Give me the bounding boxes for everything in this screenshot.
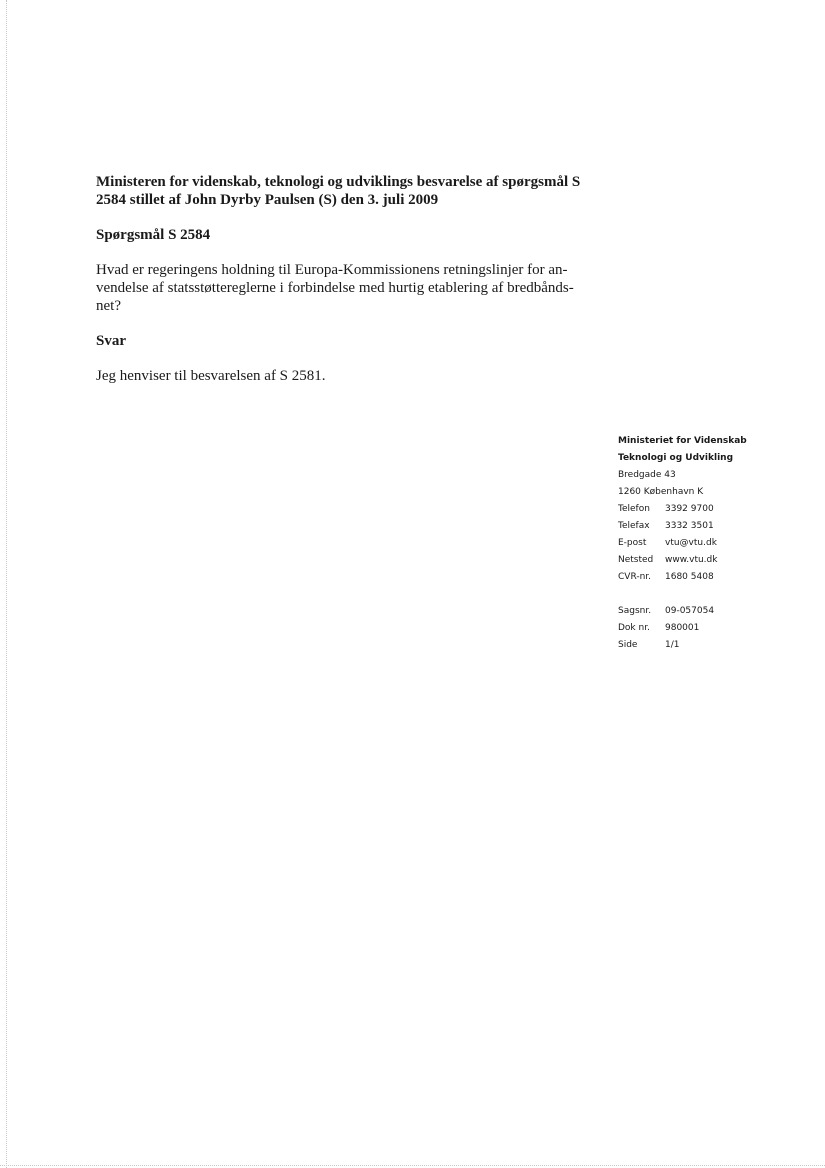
contact-label: E-post [618, 538, 647, 548]
case-value: 09-057054 [665, 606, 715, 616]
contact-row-telefon [618, 501, 808, 518]
contact-value: 1680 5408 [665, 572, 714, 582]
question-heading: Spørgsmål S 2584 [96, 227, 211, 243]
case-label: Side [618, 640, 638, 650]
document-title-line2: 2584 stillet af John Dyrby Paulsen (S) den 3. juli 2009 [96, 192, 439, 208]
document-title [96, 173, 591, 209]
question-text-line2: vendelse af statsstøttereglerne i forbindelse med hurtig etablering af bredbånds- [96, 280, 574, 296]
contact-label: Netsted [618, 555, 654, 565]
contact-row-netsted [618, 552, 808, 569]
case-row-doknr [618, 620, 808, 637]
case-value: 1/1 [665, 640, 680, 650]
sender-spacer [618, 586, 808, 603]
contact-row-telefax [618, 518, 808, 535]
scan-edge-left [6, 0, 7, 1168]
answer-heading: Svar [96, 333, 126, 349]
contact-label: Telefax [618, 521, 650, 531]
document-body [96, 173, 591, 385]
contact-row-cvr [618, 569, 808, 586]
contact-row-epost [618, 535, 808, 552]
case-value: 980001 [665, 623, 700, 633]
contact-value: vtu@vtu.dk [665, 538, 717, 548]
question-text-line3: net? [96, 298, 121, 314]
question-text [96, 261, 591, 315]
sender-street: Bredgade 43 [618, 470, 676, 480]
sender-city: 1260 København K [618, 487, 704, 497]
answer-text: Jeg henviser til besvarelsen af S 2581. [96, 368, 326, 384]
document-title-line1: Ministeren for videnskab, teknologi og udviklings besvarelse af spørgsmål S [96, 174, 581, 190]
case-row-sagsnr [618, 603, 808, 620]
contact-label: CVR-nr. [618, 572, 652, 582]
sender-org-line1: Ministeriet for Videnskab [618, 436, 747, 446]
case-label: Sagsnr. [618, 606, 652, 616]
contact-label: Telefon [618, 504, 650, 514]
sender-block [618, 433, 808, 654]
question-text-line1: Hvad er regeringens holdning til Europa-Kommissionens retningslinjer for an- [96, 262, 568, 278]
contact-value: www.vtu.dk [665, 555, 718, 565]
contact-value: 3392 9700 [665, 504, 714, 514]
case-row-side [618, 637, 808, 654]
case-label: Dok nr. [618, 623, 650, 633]
scan-edge-bottom [0, 1165, 825, 1166]
sender-org-line2: Teknologi og Udvikling [618, 453, 734, 463]
contact-value: 3332 3501 [665, 521, 714, 531]
